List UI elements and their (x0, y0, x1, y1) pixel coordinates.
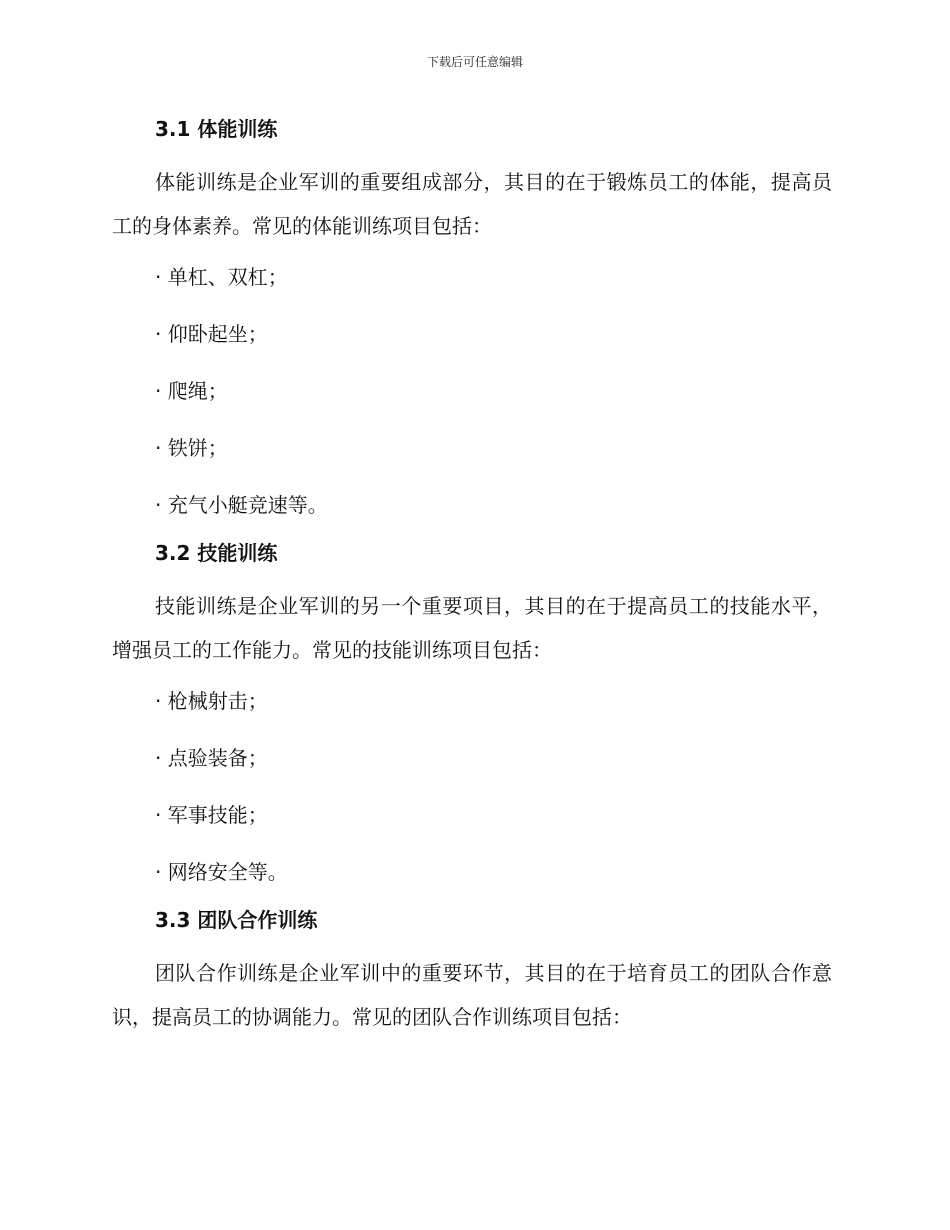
section-physical-training (112, 112, 832, 522)
section-teamwork-training (112, 903, 832, 1039)
list-item: · 仰卧起坐； (155, 322, 268, 346)
section-paragraph: 体能训练是企业军训的重要组成部分，其目的在于锻炼员工的体能，提高员工的身体素养。常见的体能训练项目包括： (112, 170, 832, 238)
list-item: · 枪械射击； (155, 689, 268, 713)
list-item: · 充气小艇竞速等。 (155, 493, 328, 517)
section-paragraph: 技能训练是企业军训的另一个重要项目，其目的在于提高员工的技能水平，增强员工的工作能力。常见的技能训练项目包括： (112, 594, 832, 662)
list-item: · 铁饼； (155, 436, 228, 460)
section-heading: 3.1 体能训练 (155, 117, 278, 141)
section-heading: 3.3 团队合作训练 (155, 908, 318, 932)
list-item: · 单杠、双杠； (155, 265, 288, 289)
list-item: · 网络安全等。 (155, 860, 288, 884)
list-item: · 军事技能； (155, 803, 268, 827)
list-item: · 点验装备； (155, 746, 268, 770)
list-item: · 爬绳； (155, 379, 228, 403)
section-heading: 3.2 技能训练 (155, 541, 278, 565)
section-skill-training (112, 536, 832, 889)
document-body (112, 112, 832, 1051)
page-header: 下载后可任意编辑 (426, 55, 523, 69)
section-paragraph: 团队合作训练是企业军训中的重要环节，其目的在于培育员工的团队合作意识，提高员工的协调能力。常见的团队合作训练项目包括： (112, 961, 832, 1029)
